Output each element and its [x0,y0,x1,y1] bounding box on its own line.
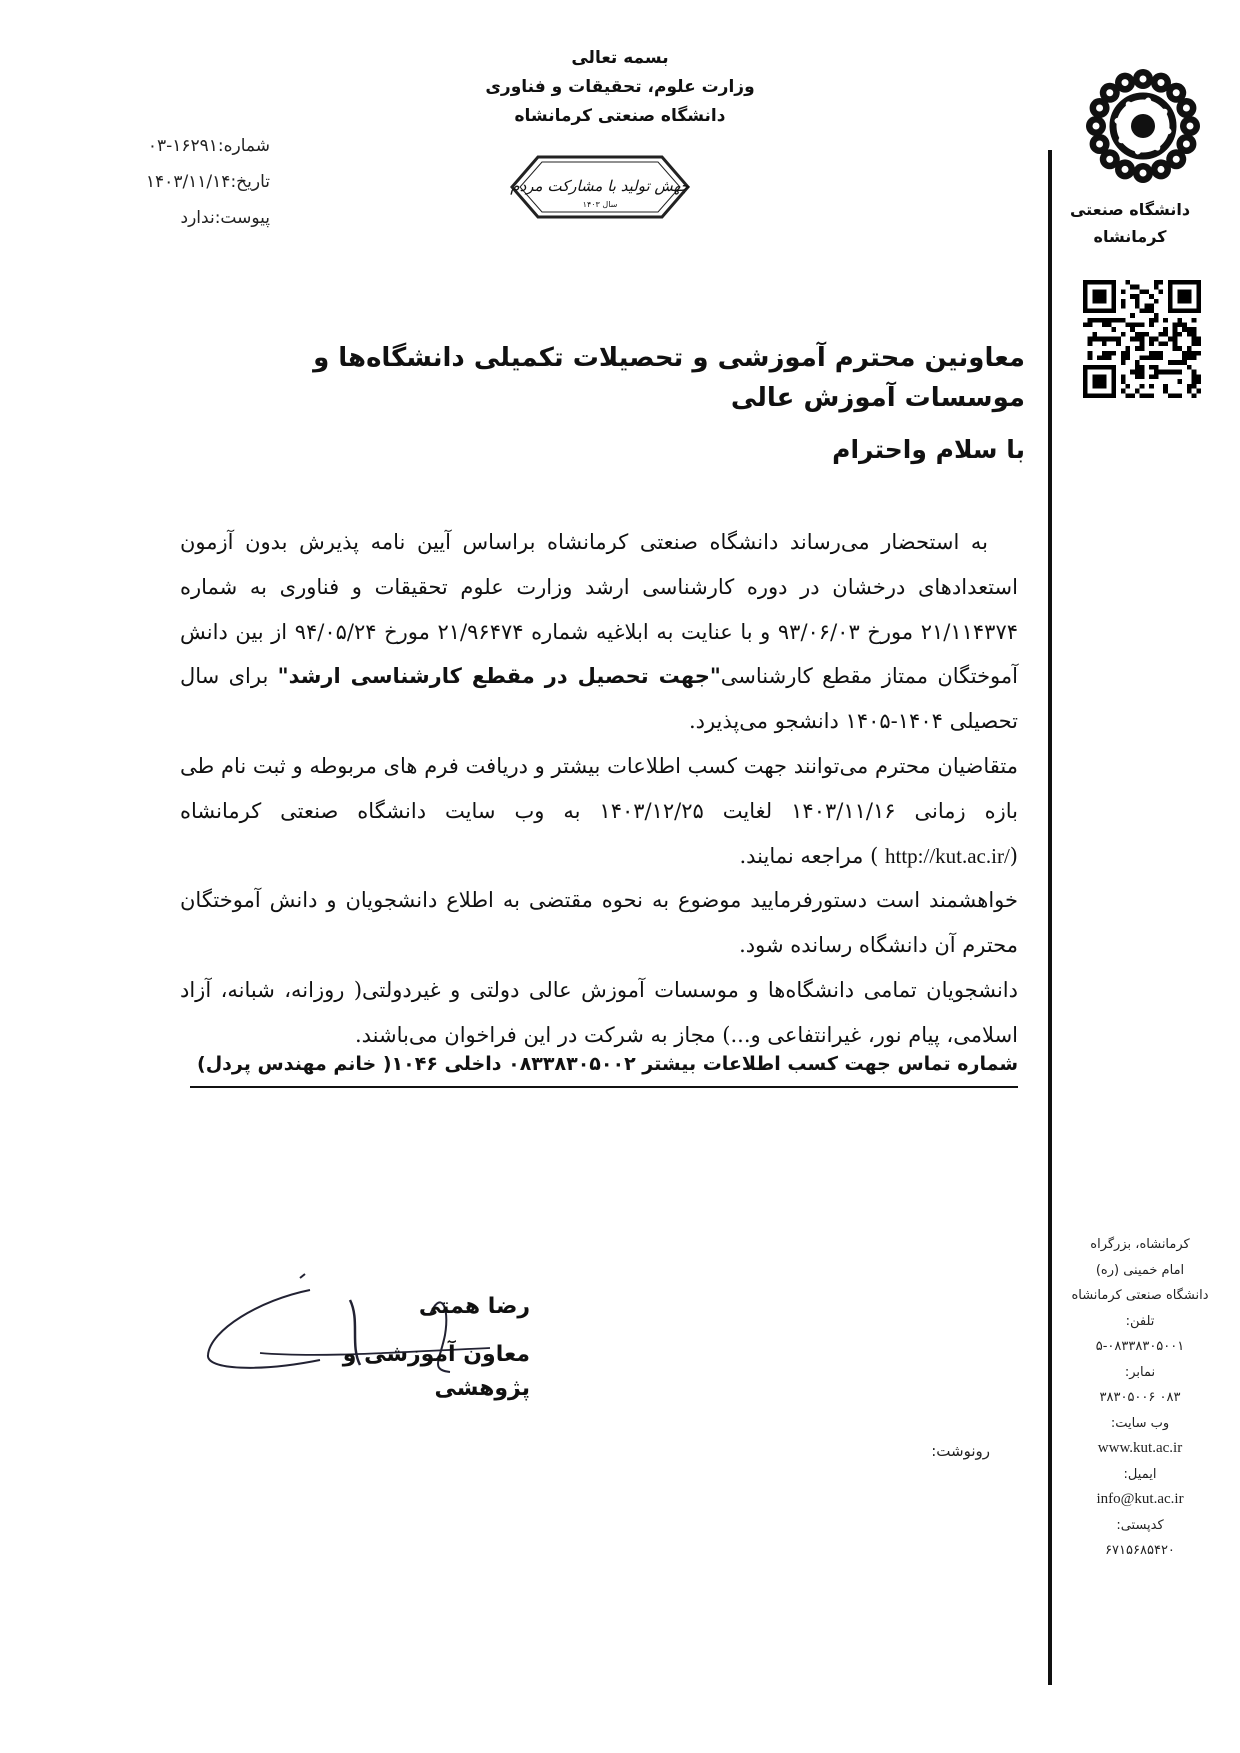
website-label: وب سایت: [1110,1415,1170,1431]
invocation: بسمه تعالی [571,48,669,68]
address-line2: امام خمینی (ره) [1095,1262,1185,1278]
contact-line: شماره تماس جهت کسب اطلاعات بیشتر ۰۸۳۳۸۳۰۵۰۰۲ داخلی ۱۰۴۶( خانم مهندس پردل) [190,1044,1018,1088]
postal-code: ۶۷۱۵۶۸۵۴۲۰ [1105,1543,1175,1558]
letter-number: شماره:۱۶۲۹۱-۰۳ [147,136,270,156]
cc-label: رونوشت: [931,1442,990,1460]
recipient-line: معاونین محترم آموزشی و تحصیلات تکمیلی دانشگاه‌ها و موسسات آموزش عالی [313,343,1025,413]
greeting: با سلام واحترام [832,435,1025,464]
university-name-line2: کرمانشاه [1093,227,1167,246]
email-address[interactable]: info@kut.ac.ir [1096,1491,1184,1507]
paragraph-1: به استحضار می‌رساند دانشگاه صنعتی کرمانشاه براساس آیین نامه پذیرش بدون آزمون استعدادهای درخشان در دوره کارشناسی ارشد وزارت علوم تحقیقات و فناوری به شماره ۲۱/۱۱۴۳۷۴ مورخ ۹۳/۰۶/۰۳ و با عنایت به ابلاغیه شماره ۲۱/۹۶۴۷۴ مورخ ۹۴/۰۵/۲۴ از بین دانش آموختگان ممتاز مقطع کارشناسی"جهت تحصیل در مقطع کارشناسی ارشد" برای سال تحصیلی ۱۴۰۴-۱۴۰۵ دانشجو می‌پذیرد. [180,530,1018,734]
signatory-name: رضا همتی [418,1294,530,1319]
paragraph-4: دانشجویان تمامی دانشگاه‌ها و موسسات آموزش عالی دولتی و غیردولتی( روزانه، شبانه، آزاد اسلامی، پیام نور، غیرانتفاعی و...) مجاز به شرکت در این فراخوان می‌باشند. [180,977,1018,1047]
postal-code-label: کدپستی: [1116,1517,1164,1533]
university-name-side [1055,196,1205,250]
university-name-header: دانشگاه صنعتی کرمانشاه [514,106,726,126]
attachment-status: پیوست:ندارد [180,208,270,228]
phone-number: ۵-۰۸۳۳۸۳۰۵۰۰۱ [1095,1339,1185,1354]
qr-code [1083,280,1201,402]
fax-number: ۰۸۳ ۳۸۳۰۵۰۰۶ [1099,1390,1181,1405]
ministry-name: وزارت علوم، تحقیقات و فناوری [485,77,755,97]
emphasis-text: "جهت تحصیل در مقطع کارشناسی ارشد" [277,664,721,689]
paragraph-2: متقاضیان محترم می‌توانند جهت کسب اطلاعات بیشتر و دریافت فرم های مربوطه و ثبت نام طی بازه زمانی ۱۴۰۳/۱۱/۱۶ لغایت ۱۴۰۳/۱۲/۲۵ به وب سایت دانشگاه صنعتی کرمانشاه (http://kut.ac.ir/ ) مراجعه نمایند. [180,753,1019,868]
motto-text: جهش تولید با مشارکت مردم [510,177,690,195]
paragraph-3: خواهشمند است دستورفرمایید موضوع به نحوه مقتضی به اطلاع دانشجویان و دانش آموختگان محترم آن دانشگاه رسانده شود. [180,888,1018,958]
university-logo [1081,64,1205,192]
website-address[interactable]: www.kut.ac.ir [1097,1440,1183,1456]
email-label: ایمیل: [1123,1466,1157,1482]
address-column [1060,1232,1220,1564]
letter-body [180,520,1018,1058]
letter-date: تاریخ:۱۴۰۳/۱۱/۱۴ [145,172,270,192]
vertical-divider [1048,150,1052,1685]
reference-block [100,128,270,236]
address-line1: کرمانشاه، بزرگراه [1090,1237,1190,1252]
phone-label: تلفن: [1125,1313,1155,1329]
motto-badge [500,147,700,231]
address-line3: دانشگاه صنعتی کرمانشاه [1071,1288,1209,1303]
university-name-line1: دانشگاه صنعتی [1069,200,1191,219]
signatory-title: معاون آموزشی و پژوهشی [342,1342,530,1401]
motto-year: سال ۱۴۰۳ [582,200,618,209]
website-link[interactable]: http://kut.ac.ir/ [884,843,1010,868]
letter-header [440,44,800,131]
fax-label: نمابر: [1124,1364,1156,1380]
